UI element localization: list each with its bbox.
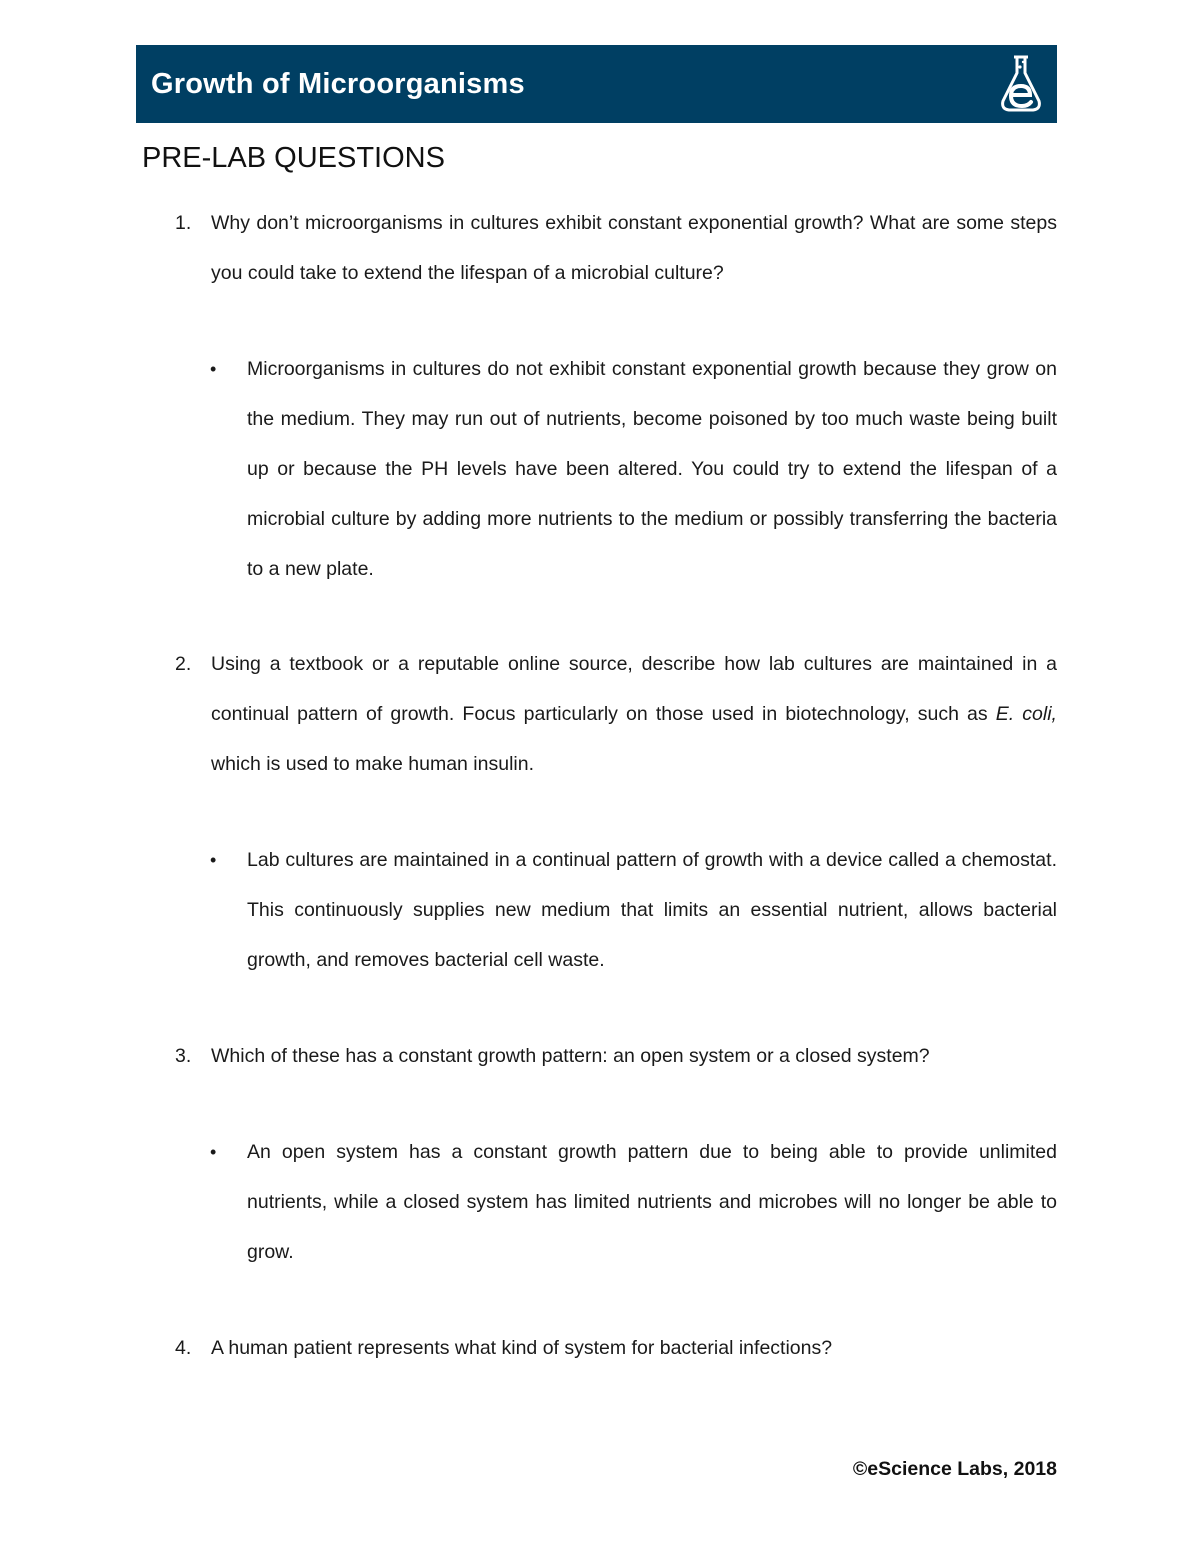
question-number: 3. bbox=[175, 1045, 192, 1067]
question-text: A human patient represents what kind of system for bacterial infections? bbox=[211, 1337, 833, 1359]
question-3 bbox=[175, 1031, 1057, 1081]
question-text-part: Using a textbook or a reputable online source, describe how lab cultures are maintained in a continual pattern of growth. Focus particularly on those used in biotechnology, such as bbox=[211, 653, 1057, 725]
flask-e-logo-icon bbox=[997, 53, 1045, 115]
question-text: Why don’t microorganisms in cultures exhibit constant exponential growth? What are some steps you could take to extend the lifespan of a microbial culture? bbox=[211, 212, 1057, 284]
question-text bbox=[211, 639, 1057, 789]
question-number: 4. bbox=[175, 1337, 192, 1359]
answer-3 bbox=[210, 1127, 1057, 1277]
bullet-icon: • bbox=[210, 850, 217, 870]
question-2 bbox=[175, 639, 1057, 789]
question-4 bbox=[175, 1323, 1057, 1373]
answer-1 bbox=[210, 344, 1057, 594]
header-bar bbox=[136, 45, 1057, 123]
question-text-part: which is used to make human insulin. bbox=[211, 753, 534, 775]
answer-text: Lab cultures are maintained in a continual pattern of growth with a device called a chemostat. This continuously supplies new medium that limits an essential nutrient, allows bacterial growth, and removes bacterial cell waste. bbox=[247, 849, 1057, 971]
document-title: Growth of Microorganisms bbox=[151, 67, 525, 100]
bullet-icon: • bbox=[210, 359, 217, 379]
question-text: Which of these has a constant growth pattern: an open system or a closed system? bbox=[211, 1045, 930, 1067]
organism-name: E. coli, bbox=[995, 703, 1057, 725]
section-heading: PRE-LAB QUESTIONS bbox=[142, 142, 445, 174]
question-1 bbox=[175, 198, 1057, 298]
answer-2 bbox=[210, 835, 1057, 985]
footer-copyright: ©eScience Labs, 2018 bbox=[852, 1458, 1057, 1480]
answer-text: Microorganisms in cultures do not exhibit constant exponential growth because they grow on the medium. They may run out of nutrients, become poisoned by too much waste being built up or because the PH levels have been altered. You could try to extend the lifespan of a microbial culture by adding more nutrients to the medium or possibly transferring the bacteria to a new plate. bbox=[247, 358, 1057, 580]
question-number: 1. bbox=[175, 212, 192, 234]
bullet-icon: • bbox=[210, 1142, 217, 1162]
question-number: 2. bbox=[175, 653, 192, 675]
answer-text: An open system has a constant growth pattern due to being able to provide unlimited nutrients, while a closed system has limited nutrients and microbes will no longer be able to grow. bbox=[247, 1141, 1057, 1263]
